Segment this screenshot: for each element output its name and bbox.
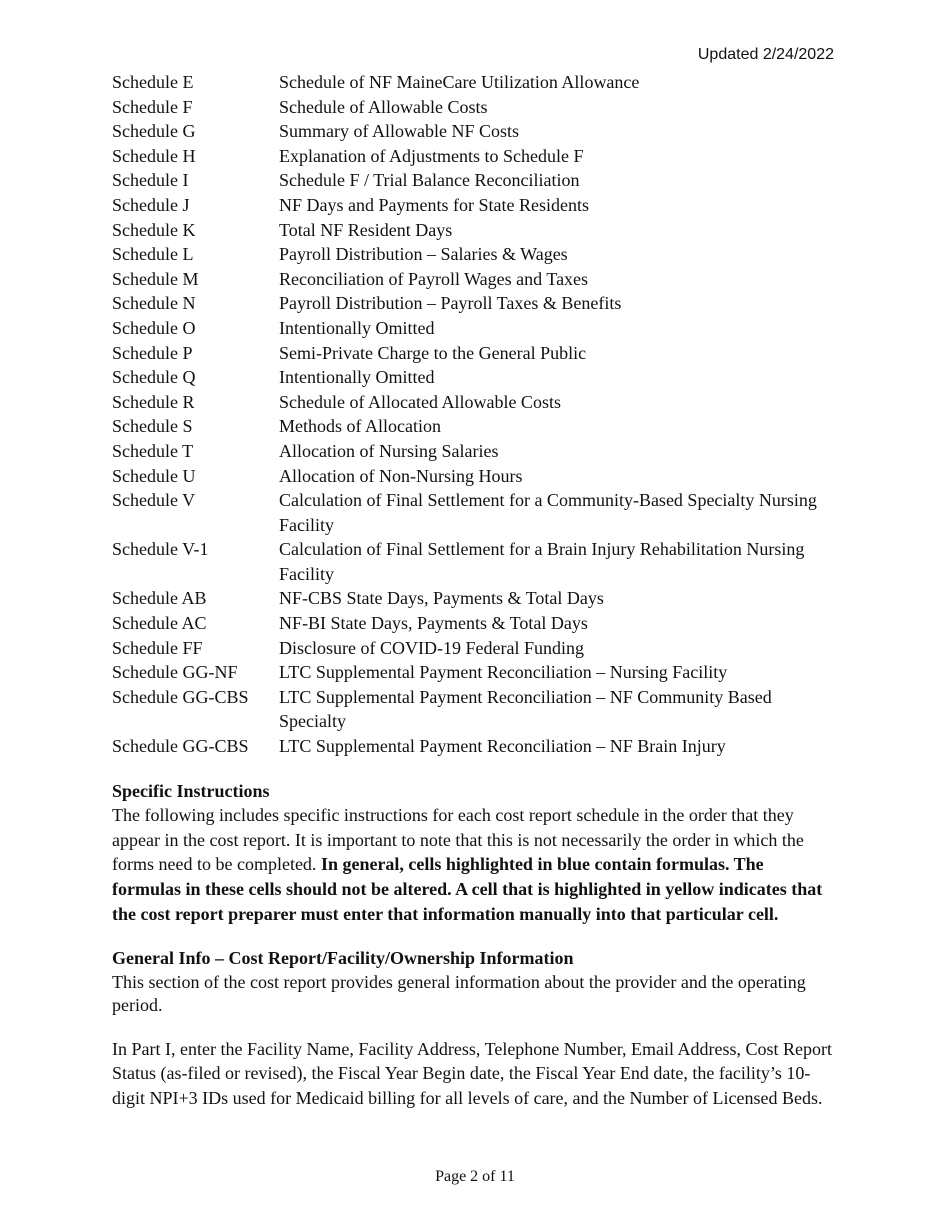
schedule-code: Schedule GG-CBS bbox=[112, 686, 249, 707]
general-info-paragraph-2: In Part I, enter the Facility Name, Facility Address, Telephone Number, Email Address, Cost Report Status (as-filed or revised), the Fiscal Year Begin date, the Fiscal Year End date, the facility’s 10-digit NPI+3 IDs used for Medicaid billing for all levels of care, and the Number of Licensed Beds. bbox=[112, 1038, 833, 1108]
schedule-code: Schedule V bbox=[112, 490, 196, 511]
schedule-title: Methods of Allocation bbox=[279, 416, 441, 437]
schedule-row bbox=[112, 586, 834, 611]
schedule-code: Schedule Q bbox=[112, 367, 196, 388]
schedule-code: Schedule F bbox=[112, 96, 193, 117]
schedule-row bbox=[112, 144, 834, 169]
schedule-title: Disclosure of COVID-19 Federal Funding bbox=[279, 637, 584, 658]
schedule-code: Schedule P bbox=[112, 342, 193, 363]
schedule-title: Intentionally Omitted bbox=[279, 367, 435, 388]
schedule-code: Schedule GG-CBS bbox=[112, 736, 249, 757]
schedule-title: Payroll Distribution – Payroll Taxes & Benefits bbox=[279, 293, 622, 314]
schedule-row bbox=[112, 390, 834, 415]
schedule-row bbox=[112, 193, 834, 218]
updated-date: Updated 2/24/2022 bbox=[697, 46, 834, 63]
schedule-row bbox=[112, 488, 834, 537]
schedule-title: Intentionally Omitted bbox=[279, 317, 435, 338]
schedule-title: Explanation of Adjustments to Schedule F bbox=[279, 145, 584, 166]
schedule-row bbox=[112, 636, 834, 661]
schedule-code: Schedule U bbox=[112, 465, 196, 486]
schedule-title: Allocation of Non-Nursing Hours bbox=[279, 465, 523, 486]
schedule-row bbox=[112, 95, 834, 120]
schedule-code: Schedule M bbox=[112, 268, 199, 289]
specific-instructions-text bbox=[112, 803, 834, 926]
schedule-title: Schedule of Allowable Costs bbox=[279, 96, 488, 117]
schedule-code: Schedule L bbox=[112, 244, 194, 265]
schedule-code: Schedule S bbox=[112, 416, 193, 437]
schedule-row bbox=[112, 685, 834, 734]
schedule-row bbox=[112, 365, 834, 390]
schedule-row bbox=[112, 660, 834, 685]
schedule-title: Schedule F / Trial Balance Reconciliation bbox=[279, 170, 580, 191]
schedule-code: Schedule G bbox=[112, 121, 196, 142]
page-number: Page 2 of 11 bbox=[435, 1168, 515, 1185]
schedule-code: Schedule FF bbox=[112, 637, 203, 658]
schedule-row bbox=[112, 291, 834, 316]
schedule-title: LTC Supplemental Payment Reconciliation – NF Community Based Specialty bbox=[279, 686, 772, 732]
schedule-code: Schedule T bbox=[112, 440, 194, 461]
schedule-title: Calculation of Final Settlement for a Brain Injury Rehabilitation Nursing Facility bbox=[279, 539, 805, 584]
general-info-heading: General Info – Cost Report/Facility/Ownership Information bbox=[112, 948, 574, 969]
schedule-title: NF Days and Payments for State Residents bbox=[279, 194, 589, 215]
schedule-row bbox=[112, 537, 834, 586]
schedule-row bbox=[112, 734, 834, 759]
schedule-code: Schedule J bbox=[112, 194, 190, 215]
schedule-code: Schedule O bbox=[112, 317, 196, 338]
specific-instructions-bold: In general, cells highlighted in blue contain formulas. The formulas in these cells should not be altered. A cell that is highlighted in yellow indicates that the cost report preparer must enter that information manually into that particular cell. bbox=[112, 854, 823, 924]
schedule-row bbox=[112, 464, 834, 489]
schedule-title: Schedule of Allocated Allowable Costs bbox=[279, 391, 561, 412]
schedule-title: Payroll Distribution – Salaries & Wages bbox=[279, 244, 568, 265]
schedule-row bbox=[112, 267, 834, 292]
schedule-code: Schedule H bbox=[112, 145, 196, 166]
schedule-title: Allocation of Nursing Salaries bbox=[279, 440, 499, 461]
schedule-code: Schedule E bbox=[112, 72, 194, 92]
schedule-code: Schedule R bbox=[112, 391, 195, 412]
schedule-code: Schedule GG-NF bbox=[112, 662, 238, 683]
schedule-row bbox=[112, 119, 834, 144]
schedule-title: LTC Supplemental Payment Reconciliation – NF Brain Injury bbox=[279, 736, 726, 757]
schedule-code: Schedule AC bbox=[112, 613, 207, 634]
specific-instructions-plain: The following includes specific instructions for each cost report schedule in the order that they appear in the cost report. It is important to note that this is not necessarily the order in which the forms need to be completed. bbox=[112, 805, 804, 875]
schedule-code: Schedule AB bbox=[112, 588, 207, 609]
schedule-row bbox=[112, 611, 834, 636]
paragraph-spacer bbox=[112, 1017, 834, 1037]
specific-instructions-heading: Specific Instructions bbox=[112, 780, 270, 801]
schedule-row bbox=[112, 414, 834, 439]
schedule-title: NF-BI State Days, Payments & Total Days bbox=[279, 613, 588, 634]
schedule-row bbox=[112, 70, 834, 95]
schedule-code: Schedule N bbox=[112, 293, 196, 314]
schedule-title: Schedule of NF MaineCare Utilization Allowance bbox=[279, 72, 640, 92]
schedule-title: Summary of Allowable NF Costs bbox=[279, 121, 520, 142]
schedule-title: Semi-Private Charge to the General Public bbox=[279, 342, 587, 363]
schedule-code: Schedule K bbox=[112, 219, 196, 240]
schedule-row bbox=[112, 168, 834, 193]
schedule-row bbox=[112, 439, 834, 464]
page-content bbox=[112, 70, 834, 1111]
schedule-code: Schedule I bbox=[112, 170, 189, 191]
schedule-title: Total NF Resident Days bbox=[279, 219, 453, 240]
schedule-row bbox=[112, 218, 834, 243]
general-info-paragraph-1: This section of the cost report provides general information about the provider and the operating period. bbox=[112, 971, 806, 1015]
schedule-title: Calculation of Final Settlement for a Community-Based Specialty Nursing Facility bbox=[279, 490, 817, 535]
schedule-list bbox=[112, 70, 834, 759]
schedule-title: NF-CBS State Days, Payments & Total Days bbox=[279, 588, 604, 609]
schedule-row bbox=[112, 341, 834, 366]
schedule-title: LTC Supplemental Payment Reconciliation – Nursing Facility bbox=[279, 662, 728, 683]
schedule-code: Schedule V-1 bbox=[112, 539, 209, 560]
schedule-row bbox=[112, 242, 834, 267]
schedule-row bbox=[112, 316, 834, 341]
schedule-title: Reconciliation of Payroll Wages and Taxes bbox=[279, 268, 589, 289]
